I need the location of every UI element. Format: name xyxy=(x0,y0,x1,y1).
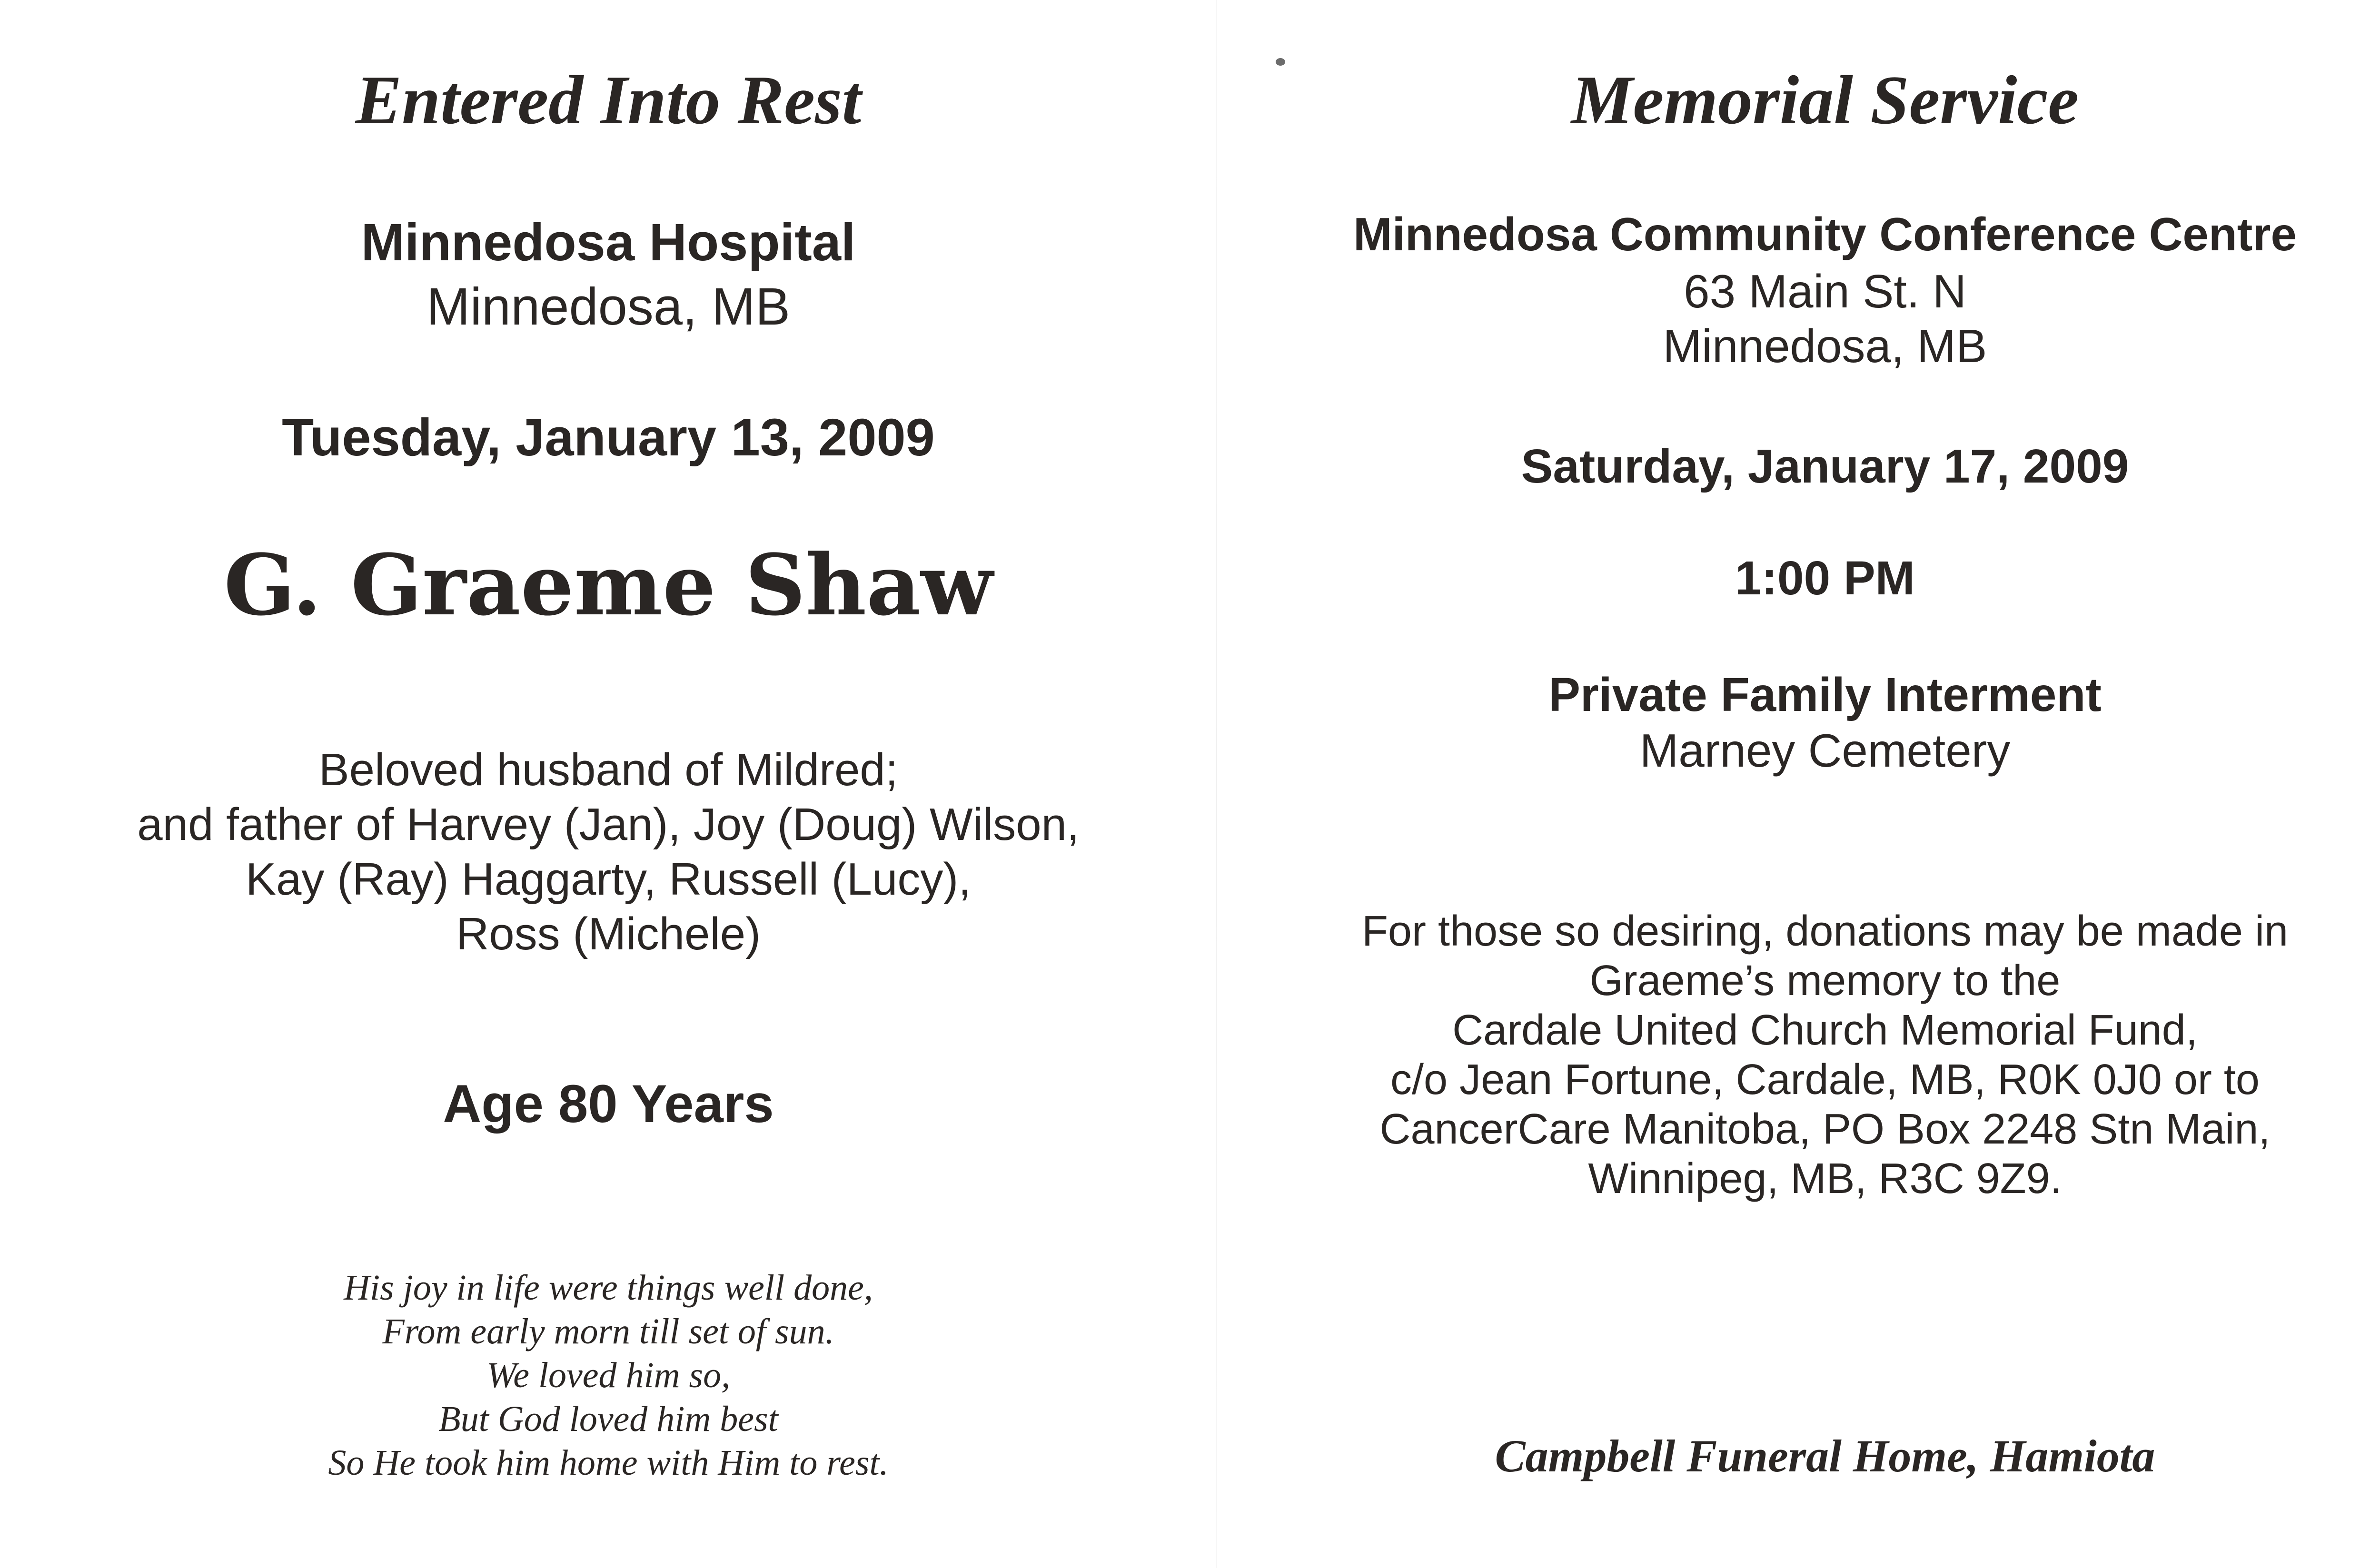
poem xyxy=(0,1266,1217,1485)
poem-line: His joy in life were things well done, xyxy=(344,1268,873,1308)
left-heading: Entered Into Rest xyxy=(355,61,862,138)
donation-line: CancerCare Manitoba, PO Box 2248 Stn Main, xyxy=(1379,1105,2271,1153)
place-of-death: Minnedosa Hospital xyxy=(361,213,856,272)
cemetery-name: Marney Cemetery xyxy=(1639,724,2011,777)
right-panel xyxy=(1217,0,2380,1568)
funeral-home: Campbell Funeral Home, Hamiota xyxy=(1495,1430,2155,1481)
service-time: 1:00 PM xyxy=(1735,552,1915,605)
deceased-name: G. Graeme Shaw xyxy=(224,536,993,634)
poem-line: So He took him home with Him to rest. xyxy=(328,1443,889,1483)
family-line: Beloved husband of Mildred; xyxy=(318,744,898,795)
family-line: and father of Harvey (Jan), Joy (Doug) Wilson, xyxy=(137,799,1080,850)
donation-line: Winnipeg, MB, R3C 9Z9. xyxy=(1588,1155,2062,1203)
place-city: Minnedosa, MB xyxy=(426,277,791,336)
service-date: Saturday, January 17, 2009 xyxy=(1521,440,2129,493)
interment-title: Private Family Interment xyxy=(1548,668,2102,721)
age-text: Age 80 Years xyxy=(443,1074,774,1134)
family-line: Kay (Ray) Haggarty, Russell (Lucy), xyxy=(246,854,971,905)
donation-line: For those so desiring, donations may be made in xyxy=(1361,907,2289,955)
right-heading: Memorial Service xyxy=(1571,61,2079,138)
venue-address: 63 Main St. N xyxy=(1684,265,1966,317)
date-of-death: Tuesday, January 13, 2009 xyxy=(282,408,935,467)
donation-line: Graeme’s memory to the xyxy=(1589,957,2061,1005)
family-text xyxy=(0,742,1217,961)
donation-line: c/o Jean Fortune, Cardale, MB, R0K 0J0 or to xyxy=(1390,1056,2260,1104)
service-venue: Minnedosa Community Conference Centre xyxy=(1353,208,2297,260)
venue-city: Minnedosa, MB xyxy=(1663,320,1987,372)
donation-text xyxy=(1217,907,2380,1203)
poem-line: But God loved him best xyxy=(438,1399,778,1439)
poem-line: From early morn till set of sun. xyxy=(382,1312,834,1351)
donation-line: Cardale United Church Memorial Fund, xyxy=(1452,1006,2198,1054)
family-line: Ross (Michele) xyxy=(456,908,761,959)
poem-line: We loved him so, xyxy=(486,1355,731,1395)
